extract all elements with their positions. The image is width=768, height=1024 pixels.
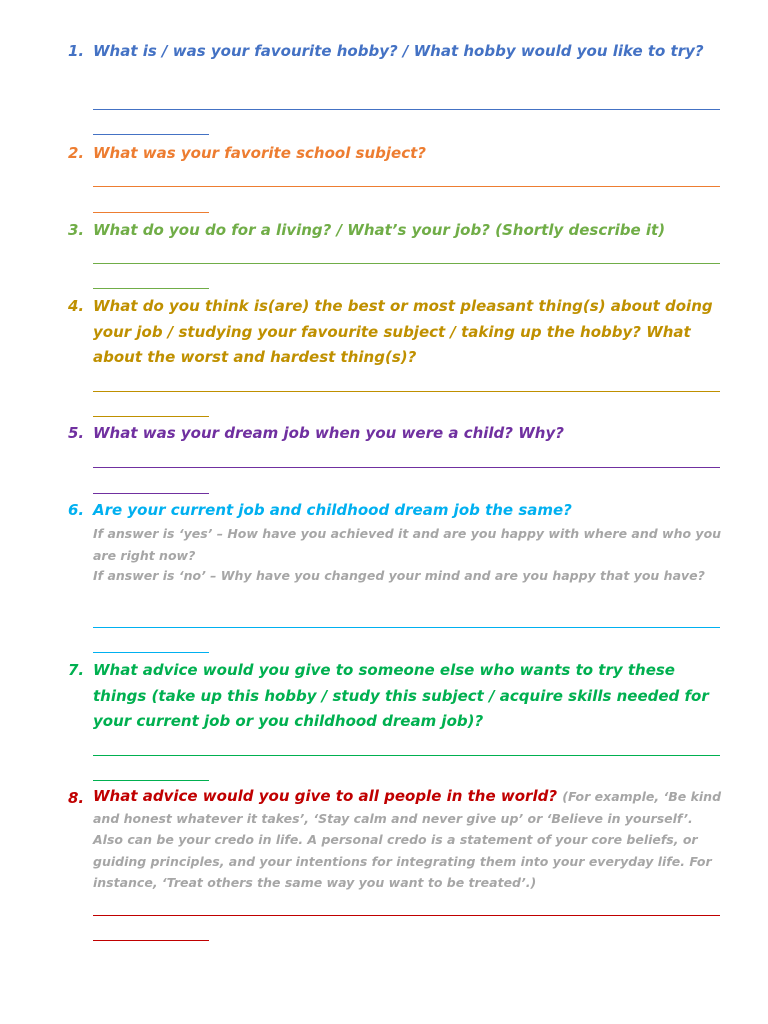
question-number: 8. — [68, 789, 85, 807]
question-number: 6. — [68, 501, 85, 519]
answer-line-short[interactable] — [93, 493, 209, 494]
question-text: Are your current job and childhood dream job the same? — [93, 501, 572, 519]
question-number: 5. — [68, 424, 85, 442]
question-body — [93, 786, 723, 894]
answer-line[interactable] — [93, 109, 720, 110]
answer-line-short[interactable] — [93, 288, 209, 289]
answer-line-short[interactable] — [93, 416, 209, 417]
question-text: What do you do for a living? / What’s your job? (Shortly describe it) — [93, 221, 666, 239]
answer-line-short[interactable] — [93, 134, 209, 135]
answer-line-short[interactable] — [93, 940, 209, 941]
answer-line[interactable] — [93, 391, 720, 392]
answer-line[interactable] — [93, 186, 720, 187]
note-yes: If answer is ‘yes’ – How have you achieved it and are you happy with where and who you are right now? — [93, 526, 722, 563]
answer-line-short[interactable] — [93, 652, 209, 653]
note-example: (For example, ‘Be kind and honest whatever it takes’, ‘Stay calm and never give up’ or ‘Believe in yourself’. Also can be your credo in life. A personal credo is a statement of your core beliefs, or guiding principles, and your intentions for integrating them into your everyday life. For instance, ‘Treat others the same way you want to be treated’.) — [93, 789, 722, 890]
answer-line[interactable] — [93, 627, 720, 628]
question-text: What was your dream job when you were a child? Why? — [93, 424, 564, 442]
question-text: What is / was your favourite hobby? / What hobby would you like to try? — [93, 42, 704, 60]
question-number: 4. — [68, 297, 85, 315]
question-text: What was your favorite school subject? — [93, 144, 426, 162]
note-no: If answer is ‘no’ – Why have you changed your mind and are you happy that you have? — [93, 568, 705, 583]
question-text: What advice would you give to all people in the world? — [93, 787, 558, 805]
answer-line-short[interactable] — [93, 212, 209, 213]
answer-line-short[interactable] — [93, 780, 209, 781]
question-number: 3. — [68, 221, 85, 239]
answer-line[interactable] — [93, 263, 720, 264]
answer-line[interactable] — [93, 755, 720, 756]
question-text: What advice would you give to someone else who wants to try these things (take up this hobby / study this subject / acquire skills needed for your current job or you childhood dream job)? — [93, 661, 709, 730]
question-text: What do you think is(are) the best or most pleasant thing(s) about doing your job / studying your favourite subject / taking up the hobby? What about the worst and hardest thing(s)? — [93, 297, 713, 366]
question-number: 2. — [68, 144, 85, 162]
answer-line[interactable] — [93, 467, 720, 468]
question-number: 7. — [68, 661, 85, 679]
answer-line[interactable] — [93, 915, 720, 916]
question-number: 1. — [68, 42, 85, 60]
